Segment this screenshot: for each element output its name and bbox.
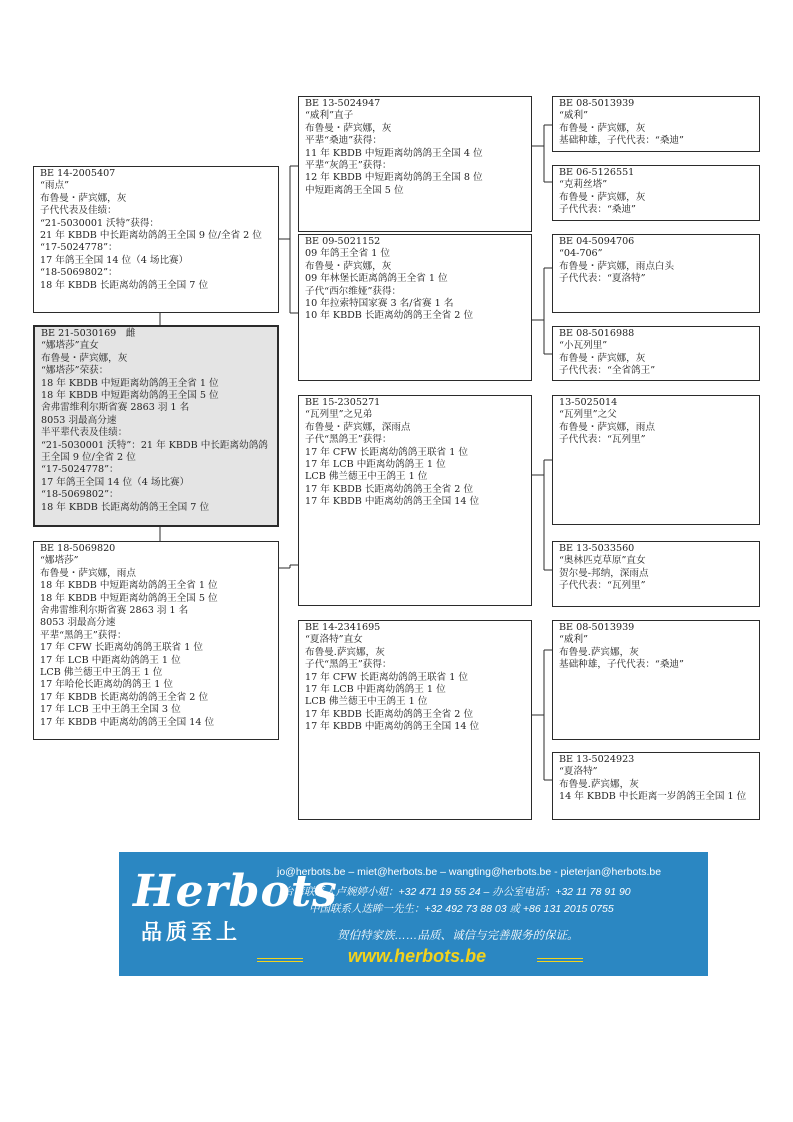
pedigree-text-line: 09 年林堡长距离鸽鸽王全省 1 位 bbox=[305, 273, 448, 285]
pedigree-text-line: 布鲁曼・萨宾娜，雨点 bbox=[40, 567, 136, 579]
pedigree-box-ss-sire bbox=[552, 96, 760, 152]
pedigree-text-line: 18 年 KBDB 中短距离幼鸽鸽王全国 5 位 bbox=[40, 592, 218, 604]
pedigree-text-line: 布鲁曼・萨宾娜，灰 bbox=[559, 191, 646, 203]
pedigree-text-line: “克莉丝塔” bbox=[559, 179, 608, 191]
pedigree-text-line: 子代代表：“夏洛特” bbox=[559, 273, 646, 285]
pedigree-box-dam bbox=[33, 541, 279, 740]
pedigree-text-line: “17-5024778”： bbox=[40, 242, 118, 254]
pedigree-text-line: 布鲁曼・萨宾娜，灰 bbox=[305, 260, 392, 272]
pedigree-text-line: 17 年 CFW 长距离幼鸽鸽王联省 1 位 bbox=[305, 446, 468, 458]
pedigree-text-line: 11 年 KBDB 中短距离幼鸽鸽王全国 4 位 bbox=[305, 147, 483, 159]
pedigree-text-line: 舍弗雷维利尔斯省赛 2863 羽 1 名 bbox=[41, 402, 190, 414]
pedigree-text-line: 布鲁曼・萨宾娜，深雨点 bbox=[305, 421, 411, 433]
pedigree-text-line: 21 年 KBDB 中长距离幼鸽鸽王全国 9 位/全省 2 位 bbox=[40, 230, 262, 242]
pedigree-box-sire-dam bbox=[298, 234, 532, 381]
ring-number: BE 08-5013939 bbox=[559, 98, 635, 109]
pedigree-text-line: 17 年 CFW 长距离幼鸽鸽王联省 1 位 bbox=[305, 671, 468, 683]
decorative-divider bbox=[537, 958, 583, 962]
pedigree-text-line: 子代“黑鸽王”获得： bbox=[305, 434, 392, 446]
pedigree-box-ds-sire bbox=[552, 395, 760, 525]
pedigree-text-line: “21-5030001 沃特”获得： bbox=[40, 217, 160, 229]
pedigree-text-line: 8053 羽最高分速 bbox=[40, 617, 116, 629]
pedigree-text-line: 贺尔曼-邦纳，深雨点 bbox=[559, 567, 649, 579]
pedigree-box-subject bbox=[33, 325, 279, 527]
pedigree-text-line: 18 年 KBDB 长距离幼鸽鸽王全国 7 位 bbox=[40, 279, 209, 291]
pedigree-text-line: “小瓦列里” bbox=[559, 340, 608, 352]
pedigree-text-line: 子代“黑鸽王”获得： bbox=[305, 659, 392, 671]
pedigree-text-line: 17 年鸽王全国 14 位（4 场比赛） bbox=[41, 476, 190, 488]
pedigree-text-line: LCB 佛兰德王中王鸽王 1 位 bbox=[305, 696, 428, 708]
pedigree-text-line: 布鲁曼・萨宾娜，灰 bbox=[559, 352, 646, 364]
herbots-logo: Herbots bbox=[133, 866, 338, 917]
pedigree-box-ds-dam bbox=[552, 541, 760, 607]
herbots-banner bbox=[119, 852, 708, 976]
ring-number: BE 13-5033560 bbox=[559, 543, 635, 554]
pedigree-text-line: “04-706” bbox=[559, 248, 603, 260]
pedigree-text-line: “18-5069802”： bbox=[40, 267, 118, 279]
pedigree-text-line: 10 年 KBDB 长距离幼鸽鸽王全省 2 位 bbox=[305, 310, 474, 322]
pedigree-text-line: 17 年 CFW 长距离幼鸽鸽王联省 1 位 bbox=[40, 642, 203, 654]
website-link[interactable]: www.herbots.be bbox=[347, 946, 487, 966]
pedigree-text-line: 子代代表及佳绩： bbox=[40, 205, 117, 217]
ring-number: BE 04-5094706 bbox=[559, 236, 635, 247]
ring-number: BE 14-2005407 bbox=[40, 168, 116, 179]
pedigree-text-line: 布鲁曼.萨宾娜，灰 bbox=[559, 646, 639, 658]
pedigree-text-line: “瓦列里”之兄弟 bbox=[305, 409, 373, 421]
ring-number: BE 08-5013939 bbox=[559, 622, 635, 633]
pedigree-box-dam-sire bbox=[298, 395, 532, 606]
pedigree-text-line: 18 年 KBDB 长距离幼鸽鸽王全国 7 位 bbox=[41, 501, 210, 513]
pedigree-text-line: 17 年 LCB 王中王鸽王全国 3 位 bbox=[40, 704, 181, 716]
ring-number: BE 09-5021152 bbox=[305, 236, 381, 247]
pedigree-text-line: 布鲁曼・萨宾娜，灰 bbox=[305, 122, 392, 134]
pedigree-text-line: “雨点” bbox=[40, 180, 69, 192]
pedigree-text-line: 布鲁曼・萨宾娜，灰 bbox=[40, 192, 127, 204]
pedigree-text-line: 中短距离鸽王全国 5 位 bbox=[305, 184, 404, 196]
pedigree-text-line: 17 年 LCB 中距离幼鸽鸽王 1 位 bbox=[305, 459, 446, 471]
contact-taiwan: 台湾联系人卢婉婷小姐：+32 471 19 55 24 – 办公室电话：+32 11 78 91 90 bbox=[283, 886, 631, 898]
pedigree-text-line: 8053 羽最高分速 bbox=[41, 414, 117, 426]
pedigree-text-line: “威利”直子 bbox=[305, 110, 354, 122]
pedigree-box-dd-dam bbox=[552, 752, 760, 820]
pedigree-text-line: 布鲁曼・萨宾娜，灰 bbox=[559, 122, 646, 134]
pedigree-text-line: 子代代表：“全省鸽王” bbox=[559, 365, 656, 377]
pedigree-text-line: 17 年 KBDB 中距离幼鸽鸽王全国 14 位 bbox=[305, 721, 480, 733]
pedigree-text-line: “夏洛特” bbox=[559, 766, 598, 778]
pedigree-text-line: 基础种雄，子代代表：“桑迪” bbox=[559, 659, 684, 671]
pedigree-text-line: 10 年拉索特国家赛 3 名/省赛 1 名 bbox=[305, 298, 454, 310]
pedigree-text-line: “威利” bbox=[559, 634, 588, 646]
pedigree-box-sd-dam bbox=[552, 326, 760, 381]
pedigree-box-dam-dam bbox=[298, 620, 532, 820]
pedigree-text-line: “娜塔莎”直女 bbox=[41, 340, 99, 352]
pedigree-text-line: 17 年 KBDB 长距离幼鸽鸽王全省 2 位 bbox=[40, 691, 209, 703]
pedigree-text-line: 18 年 KBDB 中短距离幼鸽鸽王全省 1 位 bbox=[41, 377, 219, 389]
banner-tagline: 贺伯特家族……品质、诚信与完善服务的保证。 bbox=[337, 930, 579, 942]
pedigree-text-line: 半平辈代表及佳绩： bbox=[41, 427, 128, 439]
ring-number: BE 14-2341695 bbox=[305, 622, 381, 633]
pedigree-text-line: LCB 佛兰德王中王鸽王 1 位 bbox=[305, 471, 428, 483]
pedigree-text-line: “娜塔莎”荣获： bbox=[41, 365, 109, 377]
pedigree-text-line: 17 年 KBDB 长距离幼鸽鸽王全省 2 位 bbox=[305, 483, 474, 495]
pedigree-text-line: 17 年鸽王全国 14 位（4 场比赛） bbox=[40, 254, 189, 266]
pedigree-text-line: 平辈“黑鸽王”获得： bbox=[40, 629, 127, 641]
pedigree-text-line: 布鲁曼・萨宾娜，雨点 bbox=[559, 421, 655, 433]
banner-slogan: 品质至上 bbox=[141, 920, 241, 944]
ring-number: BE 08-5016988 bbox=[559, 328, 635, 339]
ring-number: BE 15-2305271 bbox=[305, 397, 381, 408]
ring-number: BE 13-5024923 bbox=[559, 754, 635, 765]
pedigree-text-line: 布鲁曼.萨宾娜，灰 bbox=[305, 646, 385, 658]
pedigree-text-line: 子代代表：“桑迪” bbox=[559, 204, 636, 216]
pedigree-text-line: 布鲁曼.萨宾娜，灰 bbox=[559, 778, 639, 790]
pedigree-text-line: 12 年 KBDB 中短距离幼鸽鸽王全国 8 位 bbox=[305, 172, 483, 184]
pedigree-text-line: 17 年哈伦长距离幼鸽鸽王 1 位 bbox=[40, 679, 173, 691]
pedigree-text-line: 子代“西尔维娅”获得： bbox=[305, 285, 402, 297]
pedigree-text-line: “奥林匹克草原”直女 bbox=[559, 555, 646, 567]
ring-number: 13-5025014 bbox=[559, 397, 618, 408]
pedigree-text-line: “瓦列里”之父 bbox=[559, 409, 617, 421]
pedigree-text-line: 17 年 KBDB 长距离幼鸽鸽王全省 2 位 bbox=[305, 708, 474, 720]
pedigree-text-line: 舍弗雷维利尔斯省赛 2863 羽 1 名 bbox=[40, 605, 189, 617]
pedigree-text-line: 布鲁曼・萨宾娜，雨点白头 bbox=[559, 260, 675, 272]
pedigree-box-sd-sire bbox=[552, 234, 760, 313]
pedigree-text-line: “18-5069802”： bbox=[41, 489, 119, 501]
pedigree-text-line: 09 年鸽王全省 1 位 bbox=[305, 248, 391, 260]
pedigree-text-line: LCB 佛兰德王中王鸽王 1 位 bbox=[40, 667, 163, 679]
pedigree-text-line: “娜塔莎” bbox=[40, 555, 79, 567]
pedigree-text-line: 18 年 KBDB 中短距离幼鸽鸽王全省 1 位 bbox=[40, 580, 218, 592]
contact-emails[interactable]: jo@herbots.be – miet@herbots.be – wangting@herbots.be - pieterjan@herbots.be bbox=[277, 866, 662, 878]
ring-number: BE 06-5126551 bbox=[559, 167, 635, 178]
decorative-divider bbox=[257, 958, 303, 962]
pedigree-text-line: “21-5030001 沃特”：21 年 KBDB 中长距离幼鸽鸽王全国 9 位/全省 2 位 bbox=[41, 439, 268, 464]
pedigree-text-line: 基础种雄，子代代表：“桑迪” bbox=[559, 135, 684, 147]
pedigree-text-line: 17 年 KBDB 中距离幼鸽鸽王全国 14 位 bbox=[305, 496, 480, 508]
pedigree-text-line: “17-5024778”： bbox=[41, 464, 119, 476]
pedigree-text-line: 18 年 KBDB 中短距离幼鸽鸽王全国 5 位 bbox=[41, 390, 219, 402]
pedigree-text-line: 平辈“灰鸽王”获得： bbox=[305, 160, 392, 172]
pedigree-box-sire-sire bbox=[298, 96, 532, 232]
pedigree-text-line: 布鲁曼・萨宾娜，灰 bbox=[41, 352, 128, 364]
pedigree-text-line: “夏洛特”直女 bbox=[305, 634, 363, 646]
pedigree-box-ss-dam bbox=[552, 165, 760, 221]
ring-number: BE 13-5024947 bbox=[305, 98, 381, 109]
pedigree-text-line: 子代代表：“瓦列里” bbox=[559, 434, 646, 446]
pedigree-text-line: 17 年 KBDB 中距离幼鸽鸽王全国 14 位 bbox=[40, 716, 215, 728]
pedigree-text-line: 平辈“桑迪”获得： bbox=[305, 135, 382, 147]
ring-number: BE 21-5030169 雌 bbox=[41, 328, 136, 339]
pedigree-text-line: “威利” bbox=[559, 110, 588, 122]
ring-number: BE 18-5069820 bbox=[40, 543, 116, 554]
pedigree-box-sire bbox=[33, 166, 279, 313]
contact-china: 中国联系人迭眸一先生：+32 492 73 88 03 或 +86 131 2015 0755 bbox=[309, 903, 614, 915]
pedigree-text-line: 子代代表：“瓦列里” bbox=[559, 580, 646, 592]
pedigree-box-dd-sire bbox=[552, 620, 760, 740]
pedigree-text-line: 14 年 KBDB 中长距离一岁鸽鸽王全国 1 位 bbox=[559, 791, 747, 803]
pedigree-text-line: 17 年 LCB 中距离幼鸽鸽王 1 位 bbox=[40, 654, 181, 666]
pedigree-text-line: 17 年 LCB 中距离幼鸽鸽王 1 位 bbox=[305, 684, 446, 696]
